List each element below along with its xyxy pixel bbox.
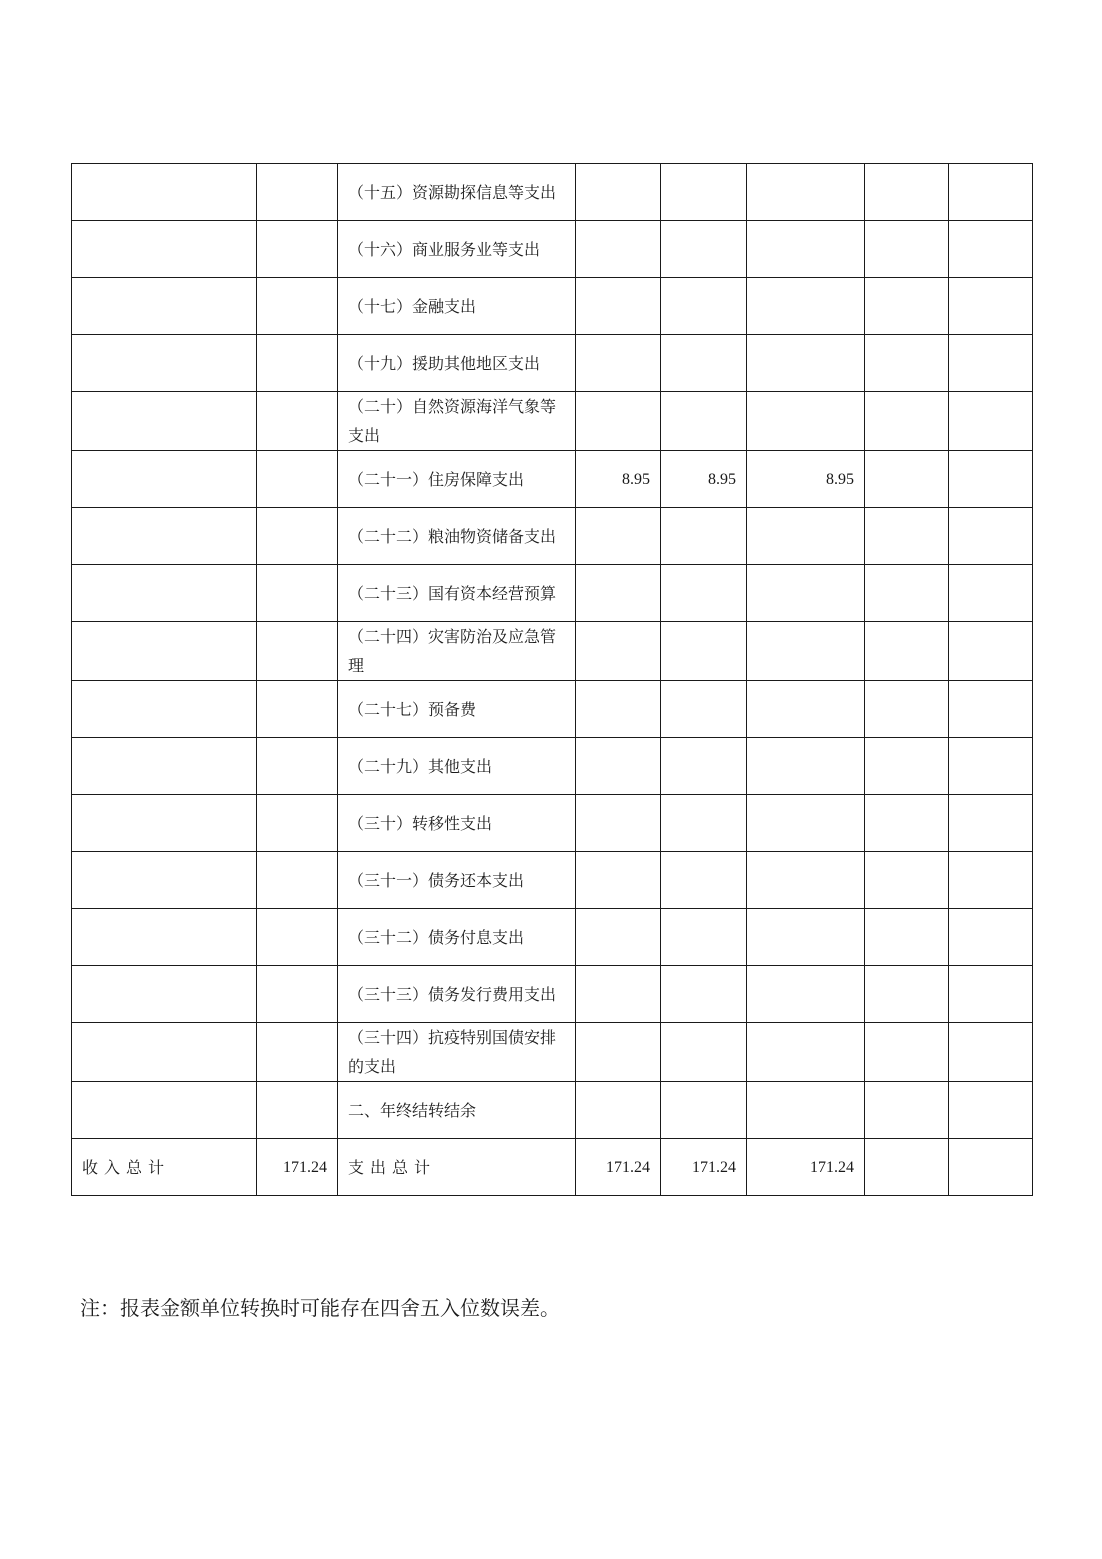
- table-row: [72, 681, 1033, 738]
- amount-cell-2: [661, 966, 747, 1023]
- income-amount-cell: [257, 681, 338, 738]
- amount-cell-5: [949, 508, 1033, 565]
- income-amount-cell: [257, 565, 338, 622]
- expense-item-label: （二十）自然资源海洋气象等支出: [338, 392, 576, 451]
- amount-cell-3: [747, 565, 865, 622]
- amount-cell-4: [865, 795, 949, 852]
- amount-cell-2: [661, 221, 747, 278]
- table-row: [72, 1082, 1033, 1139]
- amount-cell-5: [949, 622, 1033, 681]
- expense-item-label: （三十四）抗疫特别国债安排的支出: [338, 1023, 576, 1082]
- expense-item-label: 二、年终结转结余: [338, 1082, 576, 1139]
- income-amount-cell: [257, 508, 338, 565]
- amount-cell-5: [949, 1023, 1033, 1082]
- income-item-cell: [72, 738, 257, 795]
- income-item-cell: [72, 681, 257, 738]
- amount-cell-1: [576, 221, 661, 278]
- amount-cell-4: [865, 681, 949, 738]
- amount-cell-5: [949, 966, 1033, 1023]
- income-item-cell: [72, 451, 257, 508]
- amount-cell-4: [865, 738, 949, 795]
- amount-cell-4: [865, 622, 949, 681]
- table-row: [72, 508, 1033, 565]
- amount-cell-3: [747, 909, 865, 966]
- amount-cell-5: [949, 909, 1033, 966]
- amount-cell-3: [747, 1023, 865, 1082]
- amount-cell-4: [865, 1023, 949, 1082]
- amount-cell-3: [747, 738, 865, 795]
- income-amount-cell: [257, 221, 338, 278]
- expense-item-label: （二十三）国有资本经营预算: [338, 565, 576, 622]
- amount-cell-4: [865, 221, 949, 278]
- expense-item-label: （二十九）其他支出: [338, 738, 576, 795]
- income-amount-cell: [257, 795, 338, 852]
- amount-cell-1: [576, 738, 661, 795]
- amount-cell-3: [747, 392, 865, 451]
- expense-item-label: （二十二）粮油物资储备支出: [338, 508, 576, 565]
- table-row: [72, 622, 1033, 681]
- income-item-cell: [72, 278, 257, 335]
- income-amount-cell: [257, 622, 338, 681]
- table-row: [72, 795, 1033, 852]
- amount-cell-2: [661, 622, 747, 681]
- expense-item-label: （十九）援助其他地区支出: [338, 335, 576, 392]
- expense-item-label: （三十二）债务付息支出: [338, 909, 576, 966]
- table-row: [72, 852, 1033, 909]
- amount-cell-1: [576, 795, 661, 852]
- amount-cell-1: [576, 565, 661, 622]
- income-item-cell: [72, 335, 257, 392]
- amount-cell-1: [576, 852, 661, 909]
- income-amount-cell: [257, 451, 338, 508]
- income-item-cell: [72, 852, 257, 909]
- amount-cell-2: [661, 335, 747, 392]
- table-row: [72, 164, 1033, 221]
- amount-cell-3: [747, 966, 865, 1023]
- amount-cell-3: [747, 508, 865, 565]
- amount-cell-1: [576, 508, 661, 565]
- amount-cell-2: [661, 164, 747, 221]
- amount-cell-2: [661, 1023, 747, 1082]
- income-amount-cell: [257, 966, 338, 1023]
- amount-cell-1: [576, 1082, 661, 1139]
- table-row: [72, 335, 1033, 392]
- income-amount-cell: [257, 335, 338, 392]
- amount-cell-5: [949, 738, 1033, 795]
- amount-cell-2: [661, 565, 747, 622]
- amount-cell-3: [747, 164, 865, 221]
- amount-cell-3: [747, 622, 865, 681]
- amount-cell-5: [949, 335, 1033, 392]
- amount-cell-1: [576, 681, 661, 738]
- income-item-cell: [72, 221, 257, 278]
- expense-item-label: （十六）商业服务业等支出: [338, 221, 576, 278]
- table-row: [72, 738, 1033, 795]
- income-total-label: 收入总计: [72, 1139, 257, 1196]
- expense-item-label: （三十三）债务发行费用支出: [338, 966, 576, 1023]
- expense-total-1: 171.24: [576, 1139, 661, 1196]
- totals-row: [72, 1139, 1033, 1196]
- income-amount-cell: [257, 738, 338, 795]
- income-item-cell: [72, 1023, 257, 1082]
- expense-item-label: （二十七）预备费: [338, 681, 576, 738]
- amount-cell-5: [949, 392, 1033, 451]
- expense-total-label: 支出总计: [338, 1139, 576, 1196]
- amount-cell-4: [865, 278, 949, 335]
- expense-total-5: [949, 1139, 1033, 1196]
- table-row: [72, 451, 1033, 508]
- income-amount-cell: [257, 1082, 338, 1139]
- amount-cell-4: [865, 909, 949, 966]
- income-item-cell: [72, 164, 257, 221]
- footnote: 注：报表金额单位转换时可能存在四舍五入位数误差。: [80, 1296, 560, 1320]
- table-body: [72, 164, 1033, 1196]
- amount-cell-2: [661, 1082, 747, 1139]
- amount-cell-5: [949, 852, 1033, 909]
- amount-cell-4: [865, 451, 949, 508]
- amount-cell-5: [949, 221, 1033, 278]
- amount-cell-4: [865, 508, 949, 565]
- amount-cell-3: [747, 795, 865, 852]
- income-amount-cell: [257, 909, 338, 966]
- amount-cell-1: [576, 278, 661, 335]
- amount-cell-3: [747, 1082, 865, 1139]
- income-amount-cell: [257, 164, 338, 221]
- amount-cell-5: [949, 681, 1033, 738]
- amount-cell-5: [949, 164, 1033, 221]
- amount-cell-5: [949, 278, 1033, 335]
- table-row: [72, 221, 1033, 278]
- income-amount-cell: [257, 392, 338, 451]
- amount-cell-1: [576, 622, 661, 681]
- income-item-cell: [72, 909, 257, 966]
- amount-cell-1: [576, 392, 661, 451]
- income-item-cell: [72, 508, 257, 565]
- amount-cell-1: [576, 1023, 661, 1082]
- expense-total-4: [865, 1139, 949, 1196]
- amount-cell-4: [865, 565, 949, 622]
- amount-cell-2: [661, 852, 747, 909]
- income-amount-cell: [257, 852, 338, 909]
- table-row: [72, 1023, 1033, 1082]
- amount-cell-5: [949, 1082, 1033, 1139]
- amount-cell-4: [865, 335, 949, 392]
- income-item-cell: [72, 565, 257, 622]
- table-row: [72, 278, 1033, 335]
- amount-cell-4: [865, 852, 949, 909]
- budget-table: [71, 163, 1033, 1196]
- expense-total-3: 171.24: [747, 1139, 865, 1196]
- income-amount-cell: [257, 278, 338, 335]
- amount-cell-3: [747, 278, 865, 335]
- amount-cell-1: [576, 335, 661, 392]
- expense-item-label: （三十）转移性支出: [338, 795, 576, 852]
- income-item-cell: [72, 795, 257, 852]
- income-item-cell: [72, 1082, 257, 1139]
- amount-cell-3: [747, 852, 865, 909]
- amount-cell-4: [865, 164, 949, 221]
- amount-cell-1: [576, 966, 661, 1023]
- expense-item-label: （三十一）债务还本支出: [338, 852, 576, 909]
- amount-cell-5: [949, 795, 1033, 852]
- income-amount-cell: [257, 1023, 338, 1082]
- table-row: [72, 909, 1033, 966]
- income-item-cell: [72, 622, 257, 681]
- amount-cell-3: [747, 681, 865, 738]
- amount-cell-1: [576, 909, 661, 966]
- amount-cell-2: [661, 508, 747, 565]
- amount-cell-4: [865, 392, 949, 451]
- amount-cell-2: [661, 738, 747, 795]
- amount-cell-5: [949, 451, 1033, 508]
- expense-item-label: （二十一）住房保障支出: [338, 451, 576, 508]
- expense-total-2: 171.24: [661, 1139, 747, 1196]
- amount-cell-2: [661, 795, 747, 852]
- amount-cell-2: 8.95: [661, 451, 747, 508]
- amount-cell-2: [661, 681, 747, 738]
- amount-cell-2: [661, 278, 747, 335]
- amount-cell-4: [865, 1082, 949, 1139]
- table-row: [72, 966, 1033, 1023]
- expense-item-label: （二十四）灾害防治及应急管理: [338, 622, 576, 681]
- amount-cell-2: [661, 909, 747, 966]
- income-item-cell: [72, 966, 257, 1023]
- table-row: [72, 565, 1033, 622]
- expense-item-label: （十七）金融支出: [338, 278, 576, 335]
- amount-cell-4: [865, 966, 949, 1023]
- amount-cell-3: [747, 335, 865, 392]
- income-item-cell: [72, 392, 257, 451]
- amount-cell-3: 8.95: [747, 451, 865, 508]
- expense-item-label: （十五）资源勘探信息等支出: [338, 164, 576, 221]
- amount-cell-1: [576, 164, 661, 221]
- table-row: [72, 392, 1033, 451]
- amount-cell-5: [949, 565, 1033, 622]
- income-total-value: 171.24: [257, 1139, 338, 1196]
- amount-cell-1: 8.95: [576, 451, 661, 508]
- amount-cell-3: [747, 221, 865, 278]
- amount-cell-2: [661, 392, 747, 451]
